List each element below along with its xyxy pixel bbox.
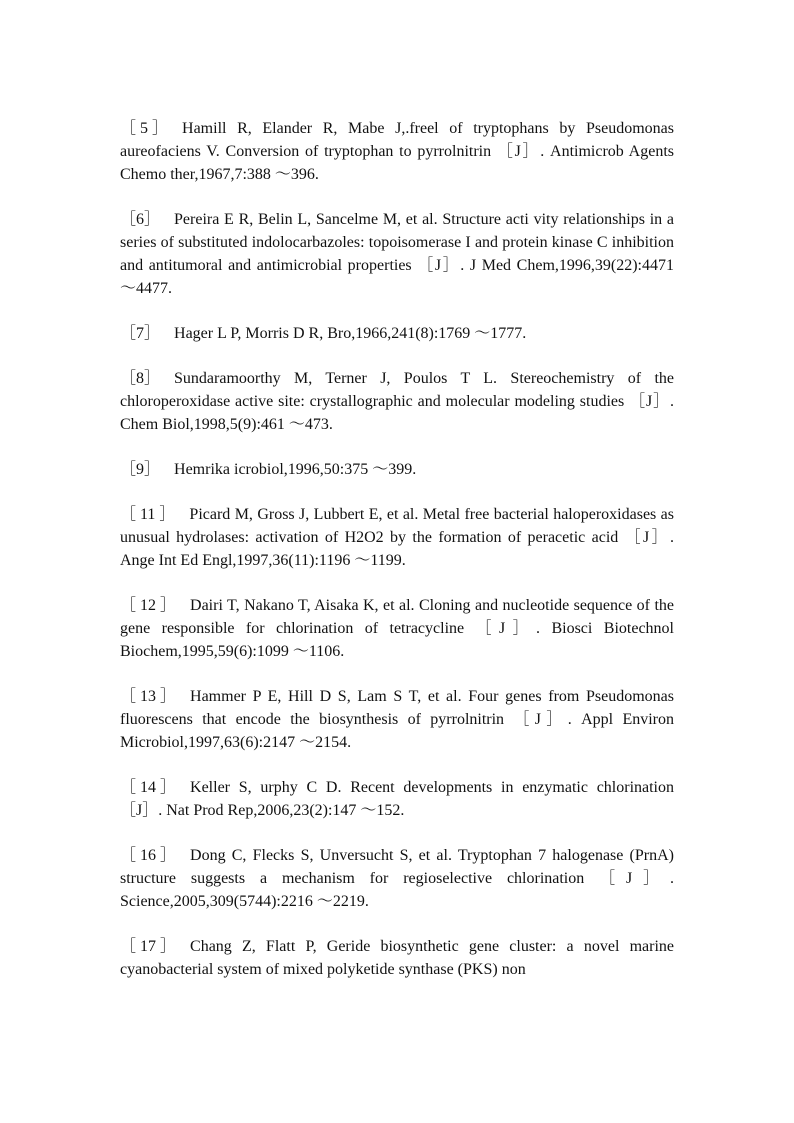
reference-number: ［ 12 ］ [120,597,177,614]
reference-number: ［ 17 ］ [120,938,177,955]
reference-text: Hemrika icrobiol,1996,50:375 ～399. [174,461,417,478]
reference-text: Dairi T, Nakano T, Aisaka K, et al. Cloning and nucleotide sequence of the gene responsible for chlorination of tetracycline ［J］. Biosci Biotechnol Biochem,1995,59(6):1099 ～1106. [120,597,674,660]
reference-text: Keller S, urphy C D. Recent developments in enzymatic chlorination ［J］. Nat Prod Rep,2006,23(2):147 ～152. [120,779,674,819]
reference-number: ［6］ [120,211,161,228]
reference-number: ［ 16 ］ [120,847,177,864]
reference-text: Pereira E R, Belin L, Sancelme M, et al. Structure acti vity relationships in a series of substituted indolocarbazoles: topoisomerase I and protein kinase C inhibition and antitumoral and antimicrobial properties ［J］. J Med Chem,1996,39(22):4471 ～4477. [120,211,674,297]
reference-number: ［ 11 ］ [120,506,176,523]
reference-text: Sundaramoorthy M, Terner J, Poulos T L. Stereochemistry of the chloroperoxidase active site: crystallographic and molecular modeling studies ［J］. Chem Biol,1998,5(9):461 ～473. [120,370,674,433]
reference-number: ［ 14 ］ [120,779,177,796]
reference-item [120,503,674,572]
reference-item [120,208,674,300]
reference-item [120,594,674,663]
reference-item [120,367,674,436]
reference-text: Chang Z, Flatt P, Geride biosynthetic gene cluster: a novel marine cyanobacterial system of mixed polyketide synthase (PKS) non [120,938,674,978]
reference-item [120,685,674,754]
reference-text: Hamill R, Elander R, Mabe J,.freel of tryptophans by Pseudomonas aureofaciens V. Conversion of tryptophan to pyrrolnitrin ［J］. Antimicrob Agents Chemo ther,1967,7:388 ～396. [120,120,674,183]
reference-text: Dong C, Flecks S, Unversucht S, et al. Tryptophan 7 halogenase (PrnA) structure suggests a mechanism for regioselective chlorination ［J］. Science,2005,309(5744):2216 ～2219. [120,847,674,910]
reference-item [120,322,674,345]
reference-item [120,458,674,481]
reference-item [120,117,674,186]
reference-item [120,844,674,913]
reference-number: ［ 13 ］ [120,688,177,705]
reference-number: ［7］ [120,325,161,342]
reference-number: ［9］ [120,461,161,478]
reference-number: ［8］ [120,370,161,387]
reference-text: Hager L P, Morris D R, Bro,1966,241(8):1769 ～1777. [174,325,527,342]
reference-text: Hammer P E, Hill D S, Lam S T, et al. Four genes from Pseudomonas fluorescens that encode the biosynthesis of pyrrolnitrin ［J］. Appl Environ Microbiol,1997,63(6):2147 ～2154. [120,688,674,751]
reference-number: ［ 5 ］ [120,120,169,137]
reference-list [120,117,674,981]
reference-item [120,776,674,822]
reference-text: Picard M, Gross J, Lubbert E, et al. Metal free bacterial haloperoxidases as unusual hydrolases: activation of H2O2 by the formation of peracetic acid ［J］. Ange Int Ed Engl,1997,36(11):1196 ～1199. [120,506,674,569]
reference-item [120,935,674,981]
